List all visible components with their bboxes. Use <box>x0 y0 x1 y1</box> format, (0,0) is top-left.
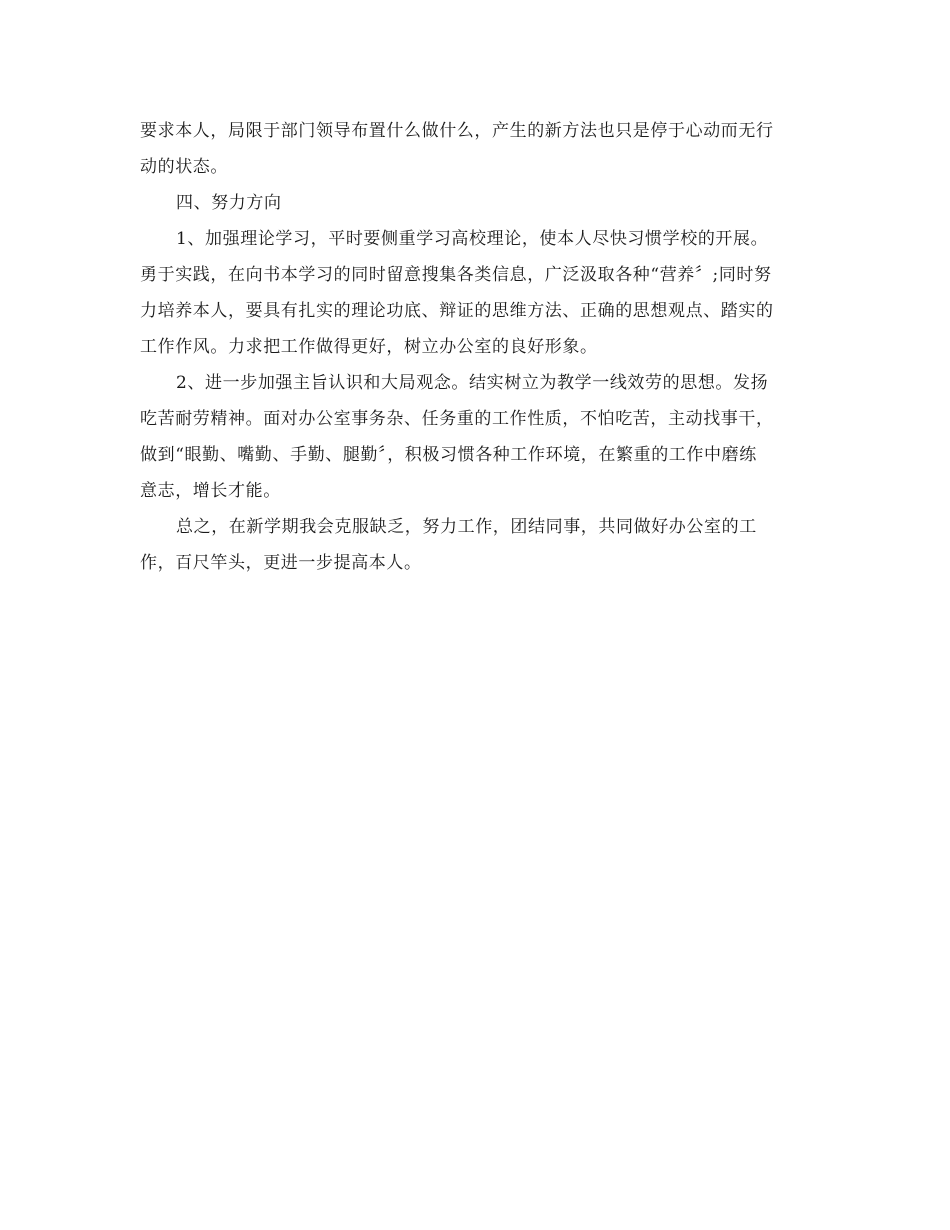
body-line: 意志，增长才能。 <box>140 481 281 501</box>
body-line: 1、加强理论学习，平时要侧重学习高校理论，使本人尽快习惯学校的开展。 <box>176 229 769 249</box>
document-body <box>140 113 812 581</box>
section-heading: 四、努力方向 <box>176 193 282 213</box>
body-line: 勇于实践，在向书本学习的同时留意搜集各类信息，广泛汲取各种“营养〞;同时努 <box>140 265 772 285</box>
body-line: 动的状态。 <box>140 157 228 177</box>
body-line: 吃苦耐劳精神。面对办公室事务杂、任务重的工作性质，不怕吃苦，主动找事干， <box>140 409 774 429</box>
body-line: 做到“眼勤、嘴勤、手勤、腿勤〞，积极习惯各种工作环境，在繁重的工作中磨练 <box>140 445 757 465</box>
body-line: 力培养本人，要具有扎实的理论功底、辩证的思维方法、正确的思想观点、踏实的 <box>140 301 774 321</box>
body-line: 工作作风。力求把工作做得更好，树立办公室的良好形象。 <box>140 337 598 357</box>
body-line: 总之，在新学期我会克服缺乏，努力工作，团结同事，共同做好办公室的工 <box>176 517 757 537</box>
body-line: 作，百尺竿头，更进一步提高本人。 <box>140 553 422 573</box>
body-line: 2、进一步加强主旨认识和大局观念。结实树立为教学一线效劳的思想。发扬 <box>176 373 769 393</box>
body-line: 要求本人，局限于部门领导布置什么做什么，产生的新方法也只是停于心动而无行 <box>140 121 774 141</box>
